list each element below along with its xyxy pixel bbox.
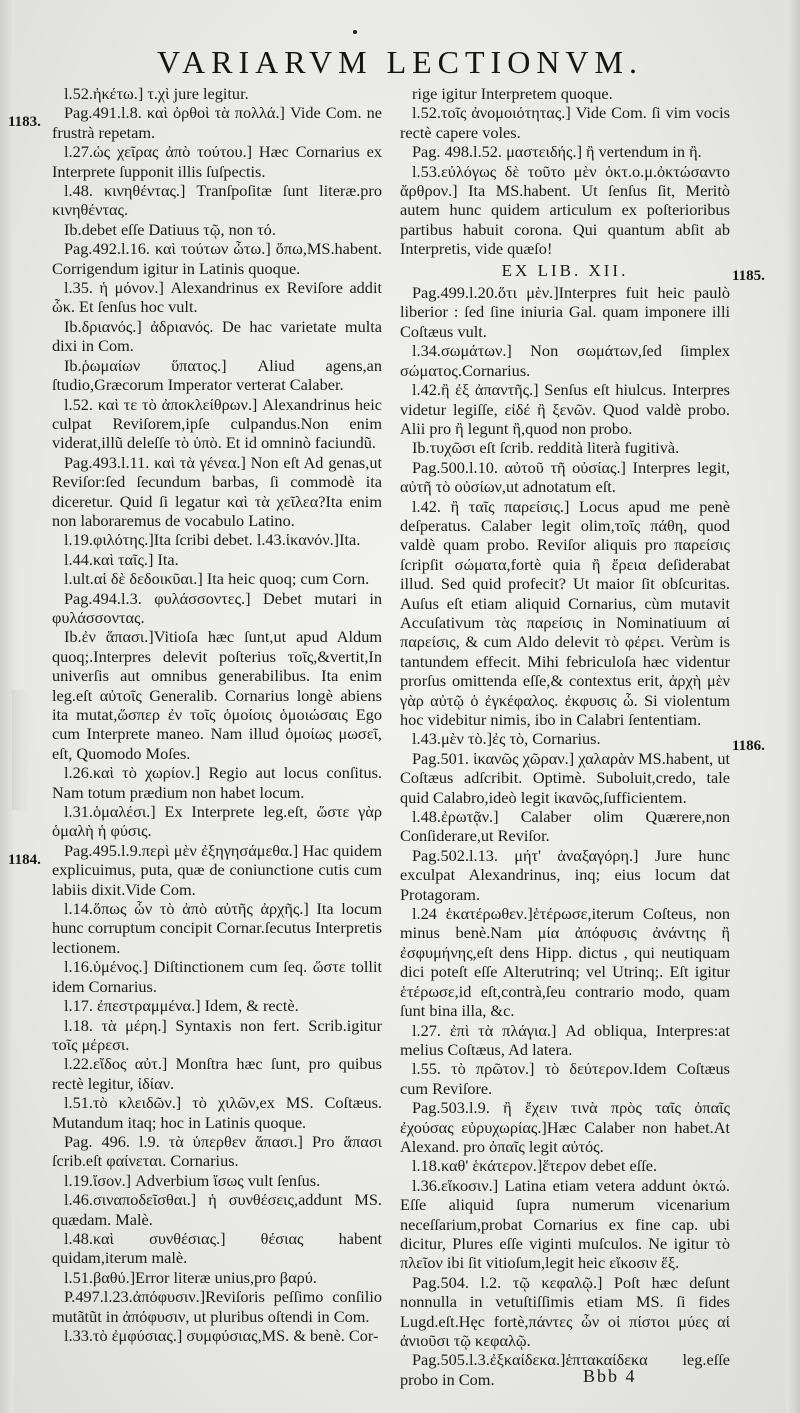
note-entry: l.48. κινηθέντας.] Tranſpoſitæ ſunt literæ.pro κινηθέντας. <box>52 181 382 220</box>
note-entry: l.33.τὸ ἐμφύσιας.] συμφύσιας,MS. & benè. Cor- <box>64 1326 379 1345</box>
left-column <box>52 84 382 1345</box>
note-entry: l.48.καὶ συνθέσιας.] θέσιας habent quidam,iterum malè. <box>52 1228 382 1268</box>
note-entry: l.42.ἢ ἐξ ἀπαντῆς.] Senſus eſt hiulcus. Interpres videtur legiſſe, εἰδέ ἢ ξενῶν. Quod valdè probo. Alii pro ἢ legunt ἢ,quod non probo. <box>400 380 730 438</box>
note-entry: l.19.ἴσον.] Adverbium ἴσως vult ſenſus. <box>64 1170 321 1190</box>
note-entry: l.51.βαθύ.]Error literæ unius,pro βαρύ. <box>64 1267 317 1287</box>
note-entry: l.24 ἑκατέρωθεν.]ἑτέρωσε,iterum Coſteus, non minus benè.Nam μία ἀπόφυσις ἀνάντης ἢ ἐσφυμήνης,eſt dens Hipp. dictus , qui neutiquam dici poteſt eſſe Alterutrinq; vel Utrinq;. Eſt igitur ἑτέρωσε,id eſt,contrà,ſeu contrario modo, quam ſunt bina illa, &c. <box>400 904 730 1021</box>
note-entry: Pag.492.l.16. καὶ τούτων ὧτω.] ὅπω,MS.habent. Corrigendum igitur in Latinis quoque. <box>52 239 382 278</box>
note-entry: l.22.εἴδος αὐτ.] Monſtra hæc ſunt, pro quibus rectè legitur, ἰδίαν. <box>52 1054 382 1093</box>
note-entry: Ib.ῥωμαίων ὕπατος.] Aliud agens,an ſtudio,Græcorum Imperator verterat Calaber. <box>52 355 382 395</box>
signature-mark: Bbb 4 <box>583 1366 637 1386</box>
note-entry: l.17. ἐπεστραμμένα.] Idem, & rectè. <box>64 996 299 1016</box>
note-entry: l.34.σωμάτων.] Non σωμάτων,ſed ſimplex σώματος.Cornarius. <box>400 341 730 380</box>
note-entry: Pag.495.l.9.περὶ μὲν ἐξηγησάμεθα.] Hac quidem explicuimus, puta, quæ de coniunctione cutis cum labiis dixit.Vide Com. <box>52 840 382 899</box>
note-entry: l.42. ἢ ταῖς παρείσις.] Locus apud me penè deſperatus. Calaber legit olim,τοῖς πάθη, quod valdè quam probo. Reviſor aliquis pro παρείσις ſcripſit σώματα,fortè quia ἢ ἔρεια deſiderabat illud. Sed quid profecit? Ut maior ſit obſcuritas. Auſus eſt etiam aliquid Cornarius, cùm mutavit Accuſativum τὰς παρείσις in Nominatiuum αἱ παρείσις, & cum Aldo delevit τὸ φέρει. Verùm is tantundem effecit. Mihi febriculoſa hæc videntur prorſus omittenda eſſe,& contextus erit, ἀρχὴ μὲν γὰρ αὐτῷ ὁ ἐγκέφαλος. ἐκφυσις ὧ. Si violentum hoc videbitur nimis, ibo in Calabri ſententiam. <box>400 496 730 729</box>
section-heading: EX LIB. XII. <box>501 260 629 280</box>
note-entry: l.18. τὰ μέρη.] Syntaxis non fert. Scrib.igitur τοῖς μέρεσι. <box>52 1015 382 1054</box>
note-entry: P.497.l.23.ἀπόφυσιν.]Reviſoris peſſimo conſilio mutãtũt in ἀπόφυσιν, ut pluribus oſtendi in Com. <box>52 1287 382 1326</box>
margin-number-1186: 1186. <box>732 738 765 754</box>
note-entry: l.ult.αἱ δὲ δεδοικῦαι.] Ita heic quoq; cum Corn. <box>64 569 370 589</box>
printer-dot <box>353 30 357 34</box>
note-entry: l.14.ὅπως ὧν τὸ ἀπὸ αὐτῆς ἀρχῆς.] Ita locum hunc corruptum concipit Cornar.ſecutus Interpretis lectionem. <box>52 899 382 957</box>
note-entry: Pag.504. l.2. τῷ κεφαλῷ.] Poſt hæc deſunt nonnulla in vetuſtiſſimis etiam MS. ſi fides Lugd.eſt.Hęc fortè,πάντες ὧν οἱ πίστοι μύες αἱ ἀνιοῦσι τῷ κεφαλῷ. <box>400 1272 730 1350</box>
note-entry: l.19.φιλότης.]Ita ſcribi debet. l.43.ἱκανόν.]Ita. <box>64 530 361 550</box>
note-entry: Pag.501. ἱκανῶς χῶραν.] χαλαρὰν MS.habent, ut Coſtæus adſcribit. Optimè. Suboluit,credo, tale quid Calabro,ideò legit ἱκανῶς,ſufficientem. <box>400 748 730 807</box>
note-entry: l.26.καὶ τὸ χωρίον.] Regio aut locus conſitus. Nam totum prædium non habet locum. <box>52 763 382 802</box>
note-entry: Pag.502.l.13. μήτ' ἀναξαγόρη.] Jure hunc exculpat Alexandrinus, inq; eius locum dat Protagoram. <box>400 845 730 904</box>
note-entry: l.53.εὐλόγως δὲ τοῦτο μὲν ὁκτ.ο.μ.ὀκτώσαντο ἄρθρον.] Ita MS.habent. Ut ſenſus ſit, Meritò autem hunc quidem articulum ex poſterioribus partibus habuit corona. Qui quantum abſit ab Interpretis, vide quæſo! <box>400 161 730 259</box>
note-entry: Pag.503.l.9. ἢ ἔχειν τινὰ πρὸς ταῖς ὀπαῖς ἐχούσας εὐρυχωρίας.]Hæc Calaber non habet.At Alexand. pro ὀπαῖς legit αὐτός. <box>400 1098 730 1156</box>
right-column <box>400 84 730 1389</box>
note-entry: Pag.493.l.11. καὶ τὰ γένεα.] Non eſt Ad genas,ut Reviſor:ſed ſecundum barbas, ſi commodè ita diceretur. Quid ſi legatur καὶ τὰ χεῖλεα?Ita enim non laboraremus de vocabulo Latino. <box>52 452 382 530</box>
note-entry: l.43.μὲν τὸ.]ἐς τὸ, Cornarius. <box>412 729 601 749</box>
note-entry: l.48.ἐρωτᾷν.] Calaber olim Quærere,non Conſiderare,ut Reviſor. <box>400 807 730 846</box>
note-entry: l.52.τοῖς ἀνομοιότητας.] Vide Com. ſi vim vocis rectè capere voles. <box>400 103 730 142</box>
binding-shadow <box>12 690 30 810</box>
note-entry: l.52.ἠκέτω.] τ.χὶ jure legitur. <box>64 84 249 103</box>
note-entry: l.27.ὡς χεῖρας ἀπὸ τούτου.] Hæc Cornarius ex Interprete ſupponit illis ſuſpectis. <box>52 142 382 181</box>
note-entry: Pag. 496. l.9. τὰ ὑπερθεν ἅπασι.] Pro ἅπασι ſcrib.eſt φαίνεται. Cornarius. <box>52 1131 382 1171</box>
note-entry: Pag.494.l.3. φυλάσσοντες.] Debet mutari in φυλάσσοντας. <box>52 588 382 627</box>
note-entry: Pag.500.l.10. αὐτοῦ τῆ οὐσίας.] Interpres legit, αὐτῆ τὸ οὐσίων,ut adnotatum eſt. <box>400 457 730 497</box>
margin-number-1185: 1185. <box>732 268 765 284</box>
running-head: VARIARVM LECTIONVM. <box>157 44 643 80</box>
note-entry: l.36.εἴκοσιν.] Latina etiam vetera addunt ὀκτώ. Eſſe aliquid ſupra numerum vicenarium neceſſarium,probat Cornarius ex fine cap. ubi dicitur, Plures eſſe viginti muſculos. Ne igitur τὸ πλεῖον ibi ſit vitioſum,legit heic εἴκοσιν ἕξ. <box>400 1175 730 1273</box>
note-entry: l.18.καθ' ἑκάτερον.]ἕτερον debet eſſe. <box>412 1156 658 1176</box>
margin-number-1184: 1184. <box>8 852 41 868</box>
note-entry: l.46.σιναποδεῖσθαι.] ἡ συνθέσεις,addunt MS. quædam. Malè. <box>52 1190 382 1229</box>
margin-number-1183: 1183. <box>8 114 41 130</box>
note-entry: l.52. καὶ τε τὸ ἀποκλείθρων.] Alexandrinus heic culpat Reviſorem,ipſe culpandus.Non enim viderat,illũ deleſſe τὸ ὑπὸ. Et id omninò faciundũ. <box>52 394 382 453</box>
note-entry: Ib.debet eſſe Datiuus τῷ, non τό. <box>64 219 276 239</box>
note-entry: l.35. ἡ μόνον.] Alexandrinus ex Reviſore addit ὧκ. Et ſenſus hoc vult. <box>52 278 382 317</box>
note-entry: Ib.δριανός.] ἀδριανός. De hac varietate multa dixi in Com. <box>52 316 382 356</box>
note-entry: Pag.491.l.8. καὶ ὀρθοὶ τὰ πολλά.] Vide Com. ne frustrà repetam. <box>52 103 382 142</box>
note-entry: Pag.505.l.3.ἐξκαίδεκα.]ἑπτακαίδεκα leg.eſſe probo in Com. <box>400 1350 730 1389</box>
note-entry: l.55. τὸ πρῶτον.] τὸ δεύτερον.Idem Coſtæus cum Reviſore. <box>400 1059 730 1098</box>
note-entry: Pag. 498.l.52. μαστειδής.] ἢ vertendum in ἢ. <box>412 142 702 162</box>
note-entry: l.51.τὸ κλειδῶν.] τὸ χιλῶν,ex MS. Coſtæus. Mutandum itaq; hoc in Latinis quoque. <box>52 1093 382 1132</box>
note-entry: Pag.499.l.20.ὅτι μὲν.]Interpres fuit heic paulò liberior : ſed ſine iniuria Gal. quam imponere illi Coſtæus vult. <box>400 283 730 341</box>
note-entry: Ib.ἐν ἅπασι.]Vitioſa hæc ſunt,ut apud Aldum quoq;.Interpres delevit poſterius τοῖς,&vertit,In univerſis aut omnibus generabilibus. Ita enim leg.eſt αὐτοῖς Generalib. Cornarius longè abiens ita mutat,ὥσπερ ἐν τοῖς ὁμοίοις ὁμοιώσαις Ego cum Interprete maneo. Nam illud ὁμοίως μωσεῖ, eſt, Quomodo Moſes. <box>52 627 382 763</box>
note-entry: l.31.ὁμαλέσι.] Ex Interprete leg.eſt, ὥστε γὰρ ὁμαλὴ ἡ φύσις. <box>52 802 382 841</box>
note-entry: Ib.τυχῶσι eſt ſcrib. reddità literà fugitivà. <box>412 438 680 458</box>
note-entry: rige igitur Interpretem quoque. <box>412 84 613 103</box>
page-edge-right <box>786 0 800 1413</box>
note-entry: l.16.ὑμένος.] Diſtinctionem cum ſeq. ὥστε tollit idem Cornarius. <box>52 957 382 996</box>
note-entry: l.27. ἐπὶ τὰ πλάγια.] Ad obliqua, Interpres:at melius Coſtæus, Ad latera. <box>400 1020 730 1059</box>
note-entry: l.44.καὶ ταῖς.] Ita. <box>64 549 179 569</box>
